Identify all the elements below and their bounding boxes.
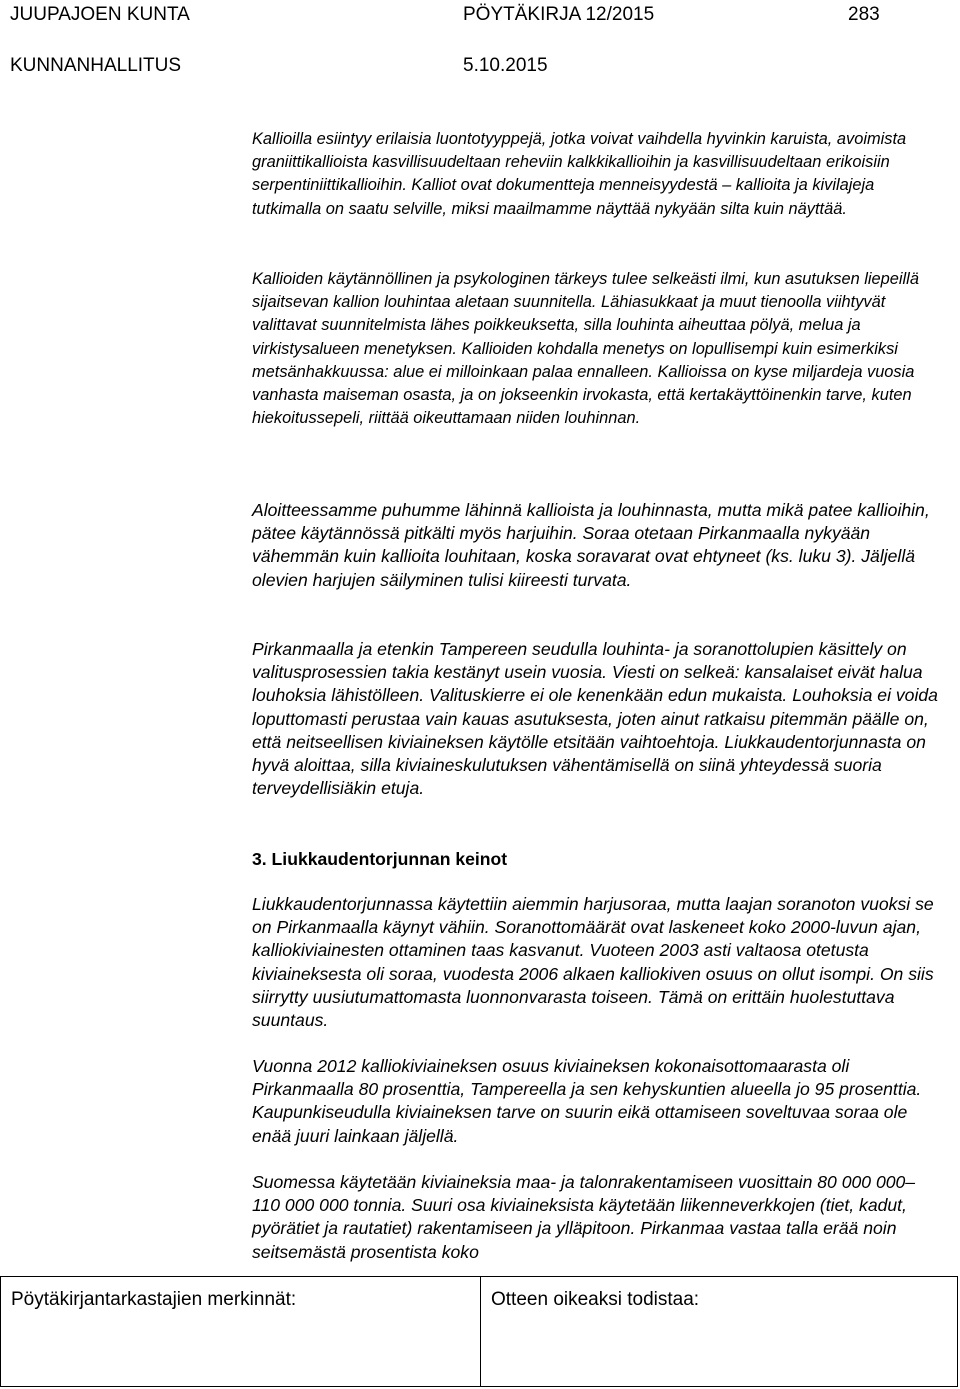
meeting-date: 5.10.2015 <box>463 55 548 76</box>
paragraph-2012-share: Vuonna 2012 kalliokiviaineksen osuus kiviaineksen kokonaisottomaarasta oli Pirkanmaalla 80 prosenttia, Tampereella ja sen kehyskuntien alueella jo 95 prosenttia. Kaupunkiseudulla kiviaineksen tarve on suurin eikä ottamiseen soveltuvaa soraa ole enää juuri lainkaan jäljellä. <box>252 1056 922 1146</box>
paragraph-annual-usage: Suomessa käytetään kiviaineksia maa- ja talonrakentamiseen vuosittain 80 000 000–110 000 000 tonnia. Suuri osa kiviaineksista käytetään liikenneverkkojen (tiet, kadut, pyörätiet ja rautatiet) rakentamiseen ja ylläpitoon. Pirkanmaa vastaa talla erää noin seitsemästä prosentista koko <box>252 1172 916 1262</box>
inspectors-notes-label: Pöytäkirjantarkastajien merkinnät: <box>11 1289 297 1310</box>
paragraph-ridges: Aloitteessamme puhumme lähinnä kallioista ja louhinnasta, mutta mikä patee kallioihin, pätee käytännössä pitkälti myös harjuihin. Soraa otetaan Pirkanmaalla nykyään vähemmän kuin kallioita louhitaan, koska soravarat ovat ehtyneet (ks. luku 3). Jäljellä olevien harjujen säilyminen tulisi kiireesti turvata. <box>252 500 930 590</box>
section-heading: 3. Liukkaudentorjunnan keinot <box>252 849 508 869</box>
signature-footer <box>0 1276 958 1387</box>
certified-copy-label: Otteen oikeaksi todistaa: <box>491 1289 700 1310</box>
page-number: 283 <box>848 4 880 25</box>
protocol-number: PÖYTÄKIRJA 12/2015 <box>463 4 655 25</box>
footer-divider <box>480 1277 481 1386</box>
paragraph-rock-importance: Kallioiden käytännöllinen ja psykologinen tärkeys tulee selkeästi ilmi, kun asutuksen liepeillä sijaitsevan kallion louhintaa aletaan suunnitella. Lähiasukkaat ja muut tienoolla viihtyvät valittavat suunnitelmista lähes poikkeuksetta, silla louhinta aiheuttaa pölyä, melua ja virkistysalueen menetyksen. Kallioiden kohdalla menetys on lopullisempi kuin esimerkiksi metsänhakkuussa: alue ei milloinkaan palaa ennalleen. Kallioissa on kyse miljardeja vuosia vanhasta maiseman osasta, ja on jokseenkin irvokasta, että kertakäyttöinenkin tarve, kuten hiekoitussepeli, riittää oikeuttamaan niiden louhinnan. <box>252 270 919 428</box>
municipality-name: JUUPAJOEN KUNTA <box>10 4 190 25</box>
board-name: KUNNANHALLITUS <box>10 55 182 76</box>
paragraph-rock-habitats: Kallioilla esiintyy erilaisia luontotyyppejä, jotka voivat vaihdella hyvinkin karuista, avoimista graniittikallioista kasvillisuudeltaan reheviin kalkkikallioihin ja kasvillisuudeltaan erikoisiin serpentiniittikallioihin. Kalliot ovat dokumentteja menneisyydestä – kallioita ja kivilajeja tutkimalla on saatu selville, miksi maailmamme näyttää nykyään silta kuin näyttää. <box>252 130 907 218</box>
paragraph-permit-appeals: Pirkanmaalla ja etenkin Tampereen seudulla louhinta- ja soranottolupien käsittely on valitusprosessien takia kestänyt usein vuosia. Viesti on selkeä: kansalaiset eivät halua louhoksia lähistölleen. Valituskierre ei ole kenenkään edun mukaista. Louhoksia ei voida loputtomasti perustaa vain kauas asutuksesta, joten ainut ratkaisu pitemmän päälle on, että neitseellisen kiviaineksen käytölle etsitään vaihtoehtoja. Liukkaudentorjunnasta on hyvä aloittaa, silla kiviaineskulutuksen vähentämisellä on siinä yhteydessä suoria terveydellisiäkin etuja. <box>252 639 938 799</box>
paragraph-gravel-history: Liukkaudentorjunnassa käytettiin aiemmin harjusoraa, mutta laajan soranoton vuoksi se on Pirkanmaalla käynyt vähiin. Soranottomäärät ovat laskeneet koko 2000-luvun ajan, kalliokiviainesten ottaminen taas kasvanut. Vuoteen 2003 asti valtaosa otetusta kiviaineksesta oli soraa, vuodesta 2006 alkaen kalliokiven osuus on ollut isompi. On siis siirrytty uusiutumattomasta luonnonvarasta toiseen. Tämä on erittäin huolestuttava suuntaus. <box>252 894 934 1031</box>
